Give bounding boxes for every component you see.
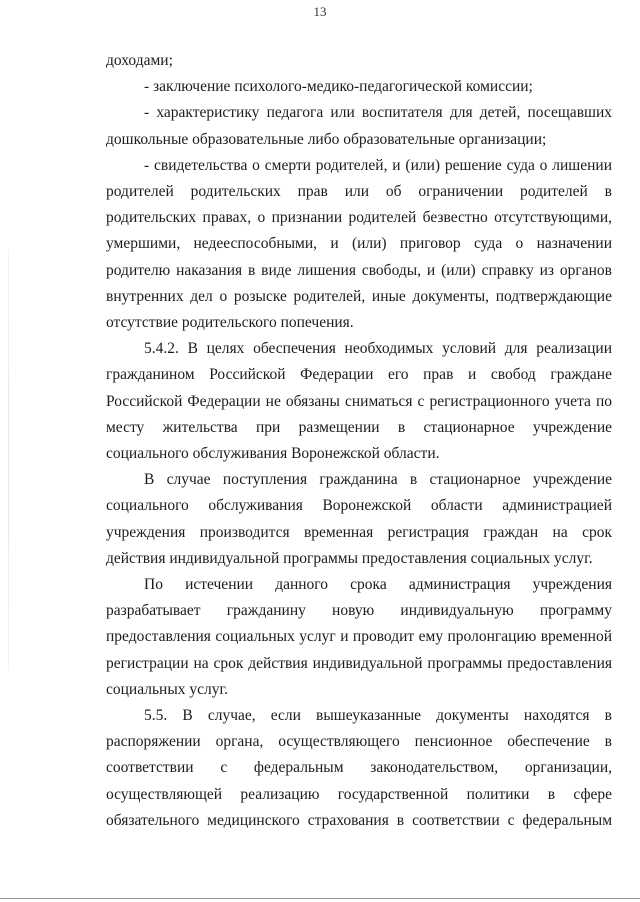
- paragraph-prolongation: По истечении данного срока администрация учреждения разрабатывает гражданину новую индивидуальную программу предоставления социальных услуг и проводит ему пролонгацию временной регистрации на срок действия индивидуальной программы предоставления социальных услуг.: [106, 576, 612, 698]
- paragraph-commission-conclusion: - заключение психолого-медико-педагогической комиссии;: [144, 78, 533, 96]
- page-bottom-edge: [0, 898, 640, 899]
- paragraph-death-certificates: - свидетельства о смерти родителей, и (или) решение суда о лишении родителей родительских прав или об ограничении родителей в родительских правах, о признании родителей безвестно отсутствующими, умершими, недееспособными, и (или) приговор суда о назначении родителю наказания в виде лишения свободы, и (или) справку из органов внутренних дел о розыске родителей, иные документы, подтверждающие отсутствие родительского попечения.: [106, 156, 612, 332]
- page-number: 13: [313, 4, 327, 19]
- paragraph-5-5: 5.5. В случае, если вышеуказанные документы находятся в распоряжении органа, осуществляющего пенсионное обеспечение в соответствии с федеральным законодательством, организации, осуществляющей реализацию государственной политики в сфере обязательного медицинского страхования в соответствии с федеральным: [106, 707, 612, 829]
- paragraph-temporary-registration: В случае поступления гражданина в стационарное учреждение социального обслуживания Воронежской области администрацией учреждения производится временная регистрация граждан на срок действия индивидуальной программы предоставления социальных услуг.: [106, 471, 612, 567]
- paragraph-income-continuation: доходами;: [106, 52, 173, 69]
- paragraph-5-4-2: 5.4.2. В целях обеспечения необходимых условий для реализации гражданином Российской Федерации его прав и свобод граждане Российской Федерации не обязаны сниматься с регистрационного учета по месту жительства при размещении в стационарное учреждение социального обслуживания Воронежской области.: [106, 340, 612, 463]
- document-body: [106, 48, 612, 834]
- paragraph-teacher-characteristic: - характеристику педагога или воспитателя для детей, посещавших дошкольные образовательные либо образовательные организации;: [106, 104, 612, 148]
- scan-edge-shadow: [8, 250, 9, 670]
